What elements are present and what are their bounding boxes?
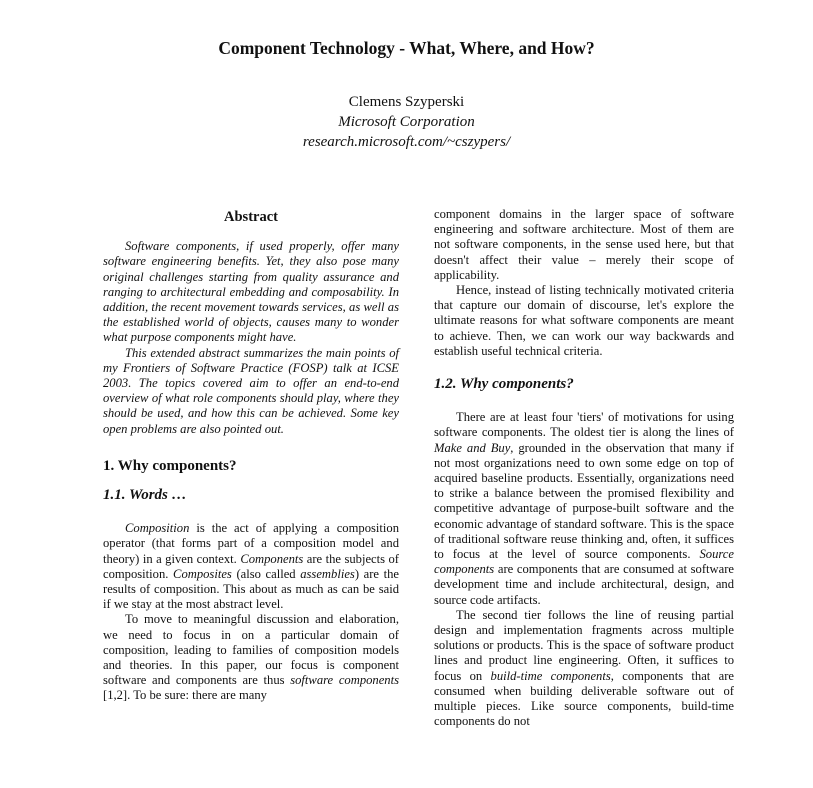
author-block bbox=[0, 92, 813, 152]
text-run: The second tier follows the line of reusing partial design and implementation fragments across multiple solutions or products. This is the space of software product lines and product line engineering. Often, it suffices to focus on bbox=[434, 607, 734, 683]
body-paragraph: component domains in the larger space of software engineering and software architecture. Most of them are not software components, in the sense used here, but that doesn't affect their value – merely their scope of applicability. bbox=[434, 207, 734, 282]
body-paragraph bbox=[103, 612, 399, 703]
abstract-paragraph: Software components, if used properly, offer many software engineering benefits. Yet, they also pose many original challenges starting from quality assurance and ranging to architectural embedding and composability. In addition, the recent movement towards services, as well as the established world of objects, causes many to wonder what purpose components might have. bbox=[103, 239, 399, 345]
term: Composition bbox=[125, 521, 190, 536]
right-column bbox=[434, 207, 734, 730]
abstract-heading: Abstract bbox=[224, 209, 278, 225]
abstract-body bbox=[103, 239, 399, 437]
body-paragraph bbox=[434, 410, 734, 608]
left-column bbox=[103, 210, 399, 704]
text-run: are components that are consumed at software development time and include architectural, design, and source code artifacts. bbox=[434, 562, 734, 607]
text-run: is the act of applying a composition operator (that forms part of a composition model and theory) in a given context. bbox=[103, 521, 399, 566]
term: software components bbox=[290, 673, 399, 688]
term: assemblies bbox=[300, 566, 355, 581]
term: build-time components bbox=[490, 668, 611, 683]
text-run: There are at least four 'tiers' of motivations for using software components. The oldest tier is along the lines of bbox=[434, 410, 734, 440]
term: Composites bbox=[173, 566, 232, 581]
section-heading: 1. Why components? bbox=[103, 457, 237, 474]
text-run: (also called bbox=[231, 566, 301, 581]
author-affiliation: Microsoft Corporation bbox=[338, 114, 475, 130]
body-paragraph bbox=[103, 521, 399, 612]
term: Make and Buy bbox=[434, 440, 511, 455]
paper-title: Component Technology - What, Where, and How? bbox=[218, 38, 595, 58]
text-run: [1,2]. To be sure: there are many bbox=[103, 688, 267, 703]
term: Source components bbox=[434, 547, 734, 577]
body-paragraph bbox=[434, 608, 734, 730]
text-run: ) are the results of composition. This about as much as can be said if we stay at the most abstract level. bbox=[103, 566, 399, 612]
text-run: are the subjects of composition. bbox=[103, 551, 399, 581]
abstract-paragraph: This extended abstract summarizes the main points of my Frontiers of Software Practice (FOSP) talk at ICSE 2003. The topics covered aim to offer an end-to-end overview of what role components should play, where they should be used, and how this can be achieved. Some key open problems are also pointed out. bbox=[103, 345, 399, 436]
author-url: research.microsoft.com/~cszypers/ bbox=[302, 134, 511, 150]
text-run: , grounded in the observation that many if not most organizations need to own some edge on top of acquired baseline products. Essentially, organizations need to strike a balance between the promised flexibility and competitive advantage of purpose-built software and the economic advantage of standard software. This is the space of traditional software reuse thinking and, often, it suffices to focus at the level of source components. bbox=[434, 440, 735, 562]
subsection-heading: 1.1. Words … bbox=[103, 487, 187, 504]
term: Components bbox=[240, 551, 304, 566]
body-paragraph: Hence, instead of listing technically motivated criteria that capture our domain of discourse, let's explore the ultimate reasons for what software components are meant to achieve. Then, we can work our way backwards and establish useful technical criteria. bbox=[434, 283, 734, 358]
text-run: , components that are consumed when building deliverable software out of multiple pieces. Like source components, build-time components do not bbox=[434, 668, 734, 729]
subsection-heading: 1.2. Why components? bbox=[434, 376, 574, 393]
author-name: Clemens Szyperski bbox=[348, 94, 465, 110]
text-run: To move to meaningful discussion and elaboration, we need to focus in on a particular domain of composition, leading to families of composition models and theories. In this paper, our focus is component software and components are thus bbox=[103, 612, 399, 688]
